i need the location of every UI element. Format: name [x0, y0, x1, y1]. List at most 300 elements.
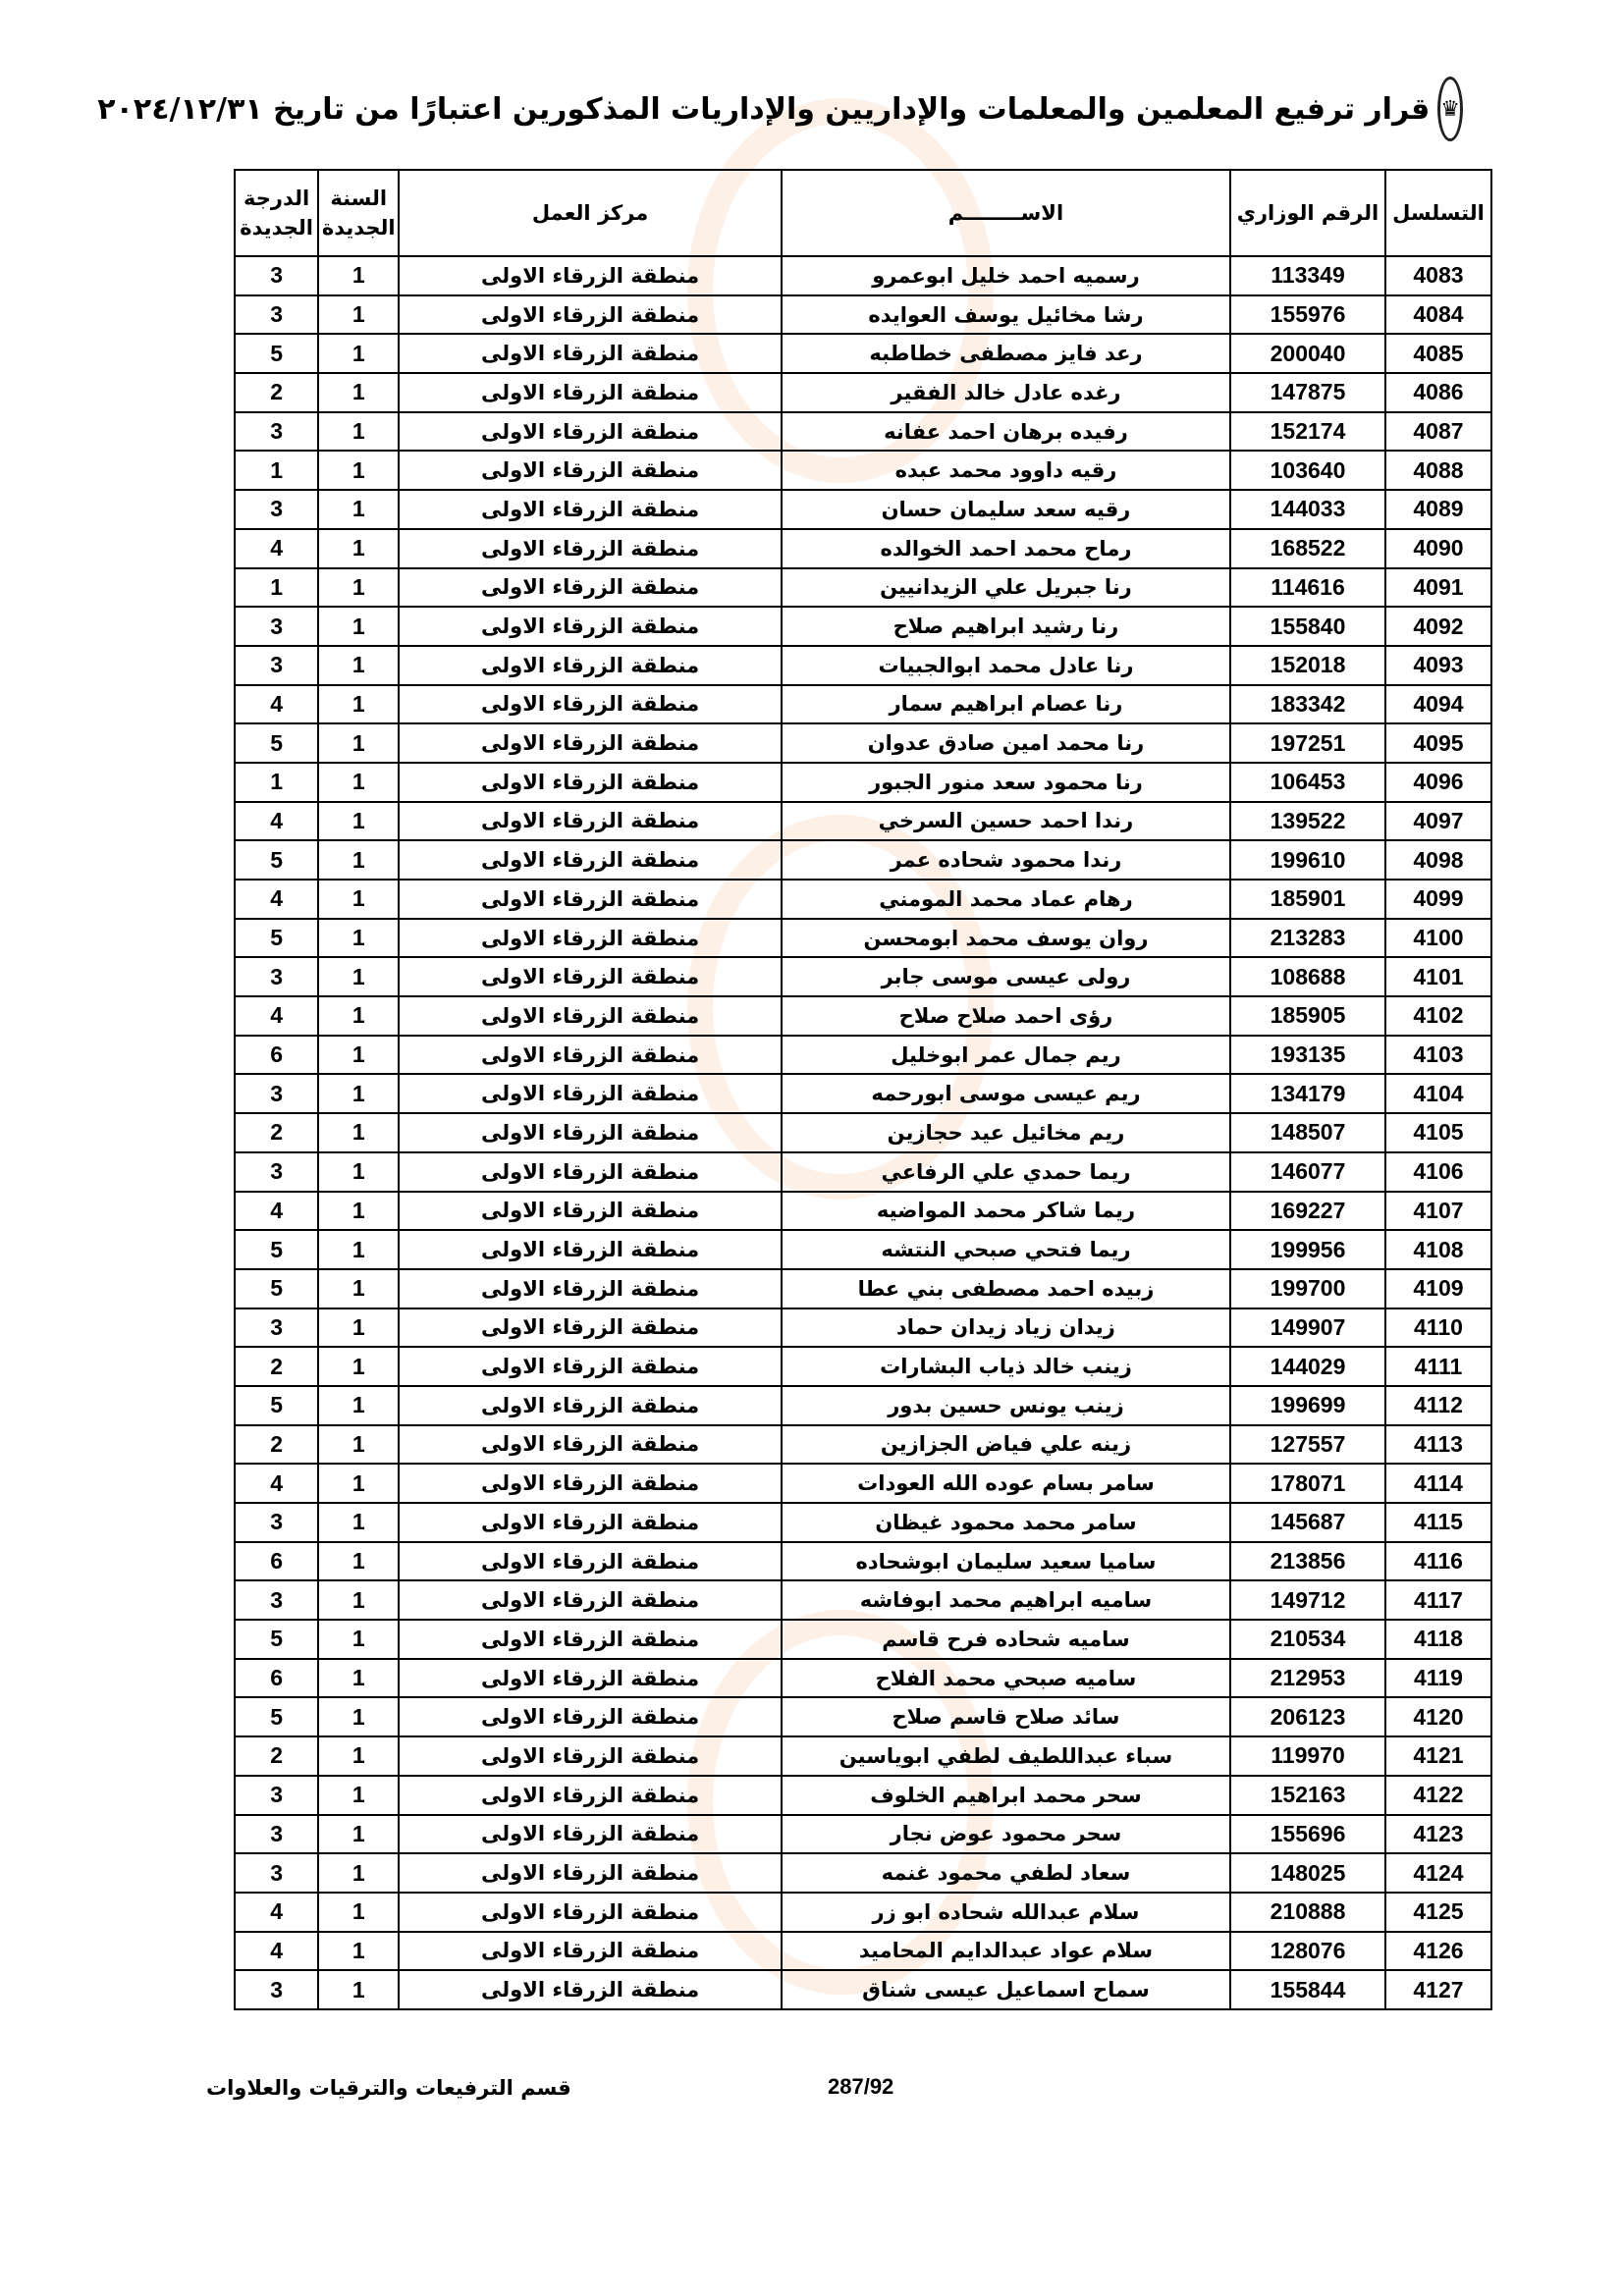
table-row	[235, 1152, 1491, 1192]
table-row	[235, 334, 1491, 373]
cell-name: ساميه شحاده فرح قاسم	[782, 1620, 1230, 1659]
cell-serial: 4100	[1385, 919, 1491, 958]
cell-serial: 4115	[1385, 1503, 1491, 1542]
cell-serial: 4120	[1385, 1697, 1491, 1736]
cell-serial: 4124	[1385, 1853, 1491, 1893]
cell-new-grade: 3	[235, 1776, 318, 1815]
table-row	[235, 919, 1491, 958]
cell-new-year: 1	[318, 1192, 399, 1231]
cell-name: ريما شاكر محمد المواضيه	[782, 1192, 1230, 1231]
cell-serial: 4092	[1385, 607, 1491, 646]
cell-new-grade: 5	[235, 1620, 318, 1659]
cell-new-year: 1	[318, 1308, 399, 1348]
cell-ministry-number: 155840	[1230, 607, 1385, 646]
cell-name: سماح اسماعيل عيسى شناق	[782, 1970, 1230, 2009]
cell-workplace: منطقة الزرقاء الاولى	[399, 1620, 782, 1659]
cell-workplace: منطقة الزرقاء الاولى	[399, 1970, 782, 2009]
cell-name: سامر محمد محمود غيظان	[782, 1503, 1230, 1542]
cell-ministry-number: 155976	[1230, 295, 1385, 335]
cell-name: رسميه احمد خليل ابوعمرو	[782, 256, 1230, 295]
cell-serial: 4107	[1385, 1192, 1491, 1231]
cell-new-year: 1	[318, 1697, 399, 1736]
table-row	[235, 1970, 1491, 2009]
page-title: قرار ترفيع المعلمين والمعلمات والإداريين والإداريات المذكورين اعتبارًا من تاريخ ٢٠٢٤/١٢/٣١	[97, 91, 1431, 127]
cell-new-year: 1	[318, 880, 399, 919]
cell-new-year: 1	[318, 1464, 399, 1503]
cell-new-grade: 4	[235, 685, 318, 724]
cell-name: ساميه صبحي محمد الفلاح	[782, 1659, 1230, 1698]
cell-workplace: منطقة الزرقاء الاولى	[399, 840, 782, 880]
cell-ministry-number: 148507	[1230, 1113, 1385, 1152]
table-row	[235, 1580, 1491, 1620]
cell-ministry-number: 200040	[1230, 334, 1385, 373]
cell-name: زبيده احمد مصطفى بني عطا	[782, 1269, 1230, 1308]
cell-workplace: منطقة الزرقاء الاولى	[399, 1192, 782, 1231]
cell-new-year: 1	[318, 568, 399, 608]
table-row	[235, 1464, 1491, 1503]
table-row	[235, 451, 1491, 490]
cell-workplace: منطقة الزرقاء الاولى	[399, 802, 782, 841]
cell-name: رؤى احمد صلاح صلاح	[782, 996, 1230, 1036]
cell-name: رنا رشيد ابراهيم صلاح	[782, 607, 1230, 646]
cell-name: ريم جمال عمر ابوخليل	[782, 1036, 1230, 1075]
cell-new-grade: 3	[235, 1580, 318, 1620]
cell-workplace: منطقة الزرقاء الاولى	[399, 763, 782, 802]
table-row	[235, 568, 1491, 608]
cell-new-year: 1	[318, 1386, 399, 1425]
cell-new-grade: 3	[235, 256, 318, 295]
cell-new-grade: 3	[235, 1853, 318, 1893]
cell-workplace: منطقة الزرقاء الاولى	[399, 1074, 782, 1113]
cell-name: رنا جبريل علي الزيدانيين	[782, 568, 1230, 608]
cell-name: ساميا سعيد سليمان ابوشحاده	[782, 1542, 1230, 1581]
cell-ministry-number: 148025	[1230, 1853, 1385, 1893]
cell-workplace: منطقة الزرقاء الاولى	[399, 1230, 782, 1269]
table-row	[235, 1853, 1491, 1893]
cell-workplace: منطقة الزرقاء الاولى	[399, 1697, 782, 1736]
cell-serial: 4096	[1385, 763, 1491, 802]
table-row	[235, 646, 1491, 685]
cell-serial: 4101	[1385, 957, 1491, 996]
column-header-workplace: مركز العمل	[399, 170, 782, 256]
cell-serial: 4121	[1385, 1736, 1491, 1776]
cell-serial: 4108	[1385, 1230, 1491, 1269]
cell-new-year: 1	[318, 1503, 399, 1542]
cell-workplace: منطقة الزرقاء الاولى	[399, 451, 782, 490]
table-row	[235, 1308, 1491, 1348]
cell-new-year: 1	[318, 1659, 399, 1698]
cell-ministry-number: 149712	[1230, 1580, 1385, 1620]
cell-ministry-number: 199956	[1230, 1230, 1385, 1269]
cell-name: ريما حمدي علي الرفاعي	[782, 1152, 1230, 1192]
cell-workplace: منطقة الزرقاء الاولى	[399, 334, 782, 373]
table-row	[235, 685, 1491, 724]
cell-new-grade: 3	[235, 295, 318, 335]
cell-new-grade: 3	[235, 1503, 318, 1542]
cell-new-grade: 3	[235, 490, 318, 529]
cell-new-year: 1	[318, 1074, 399, 1113]
cell-serial: 4094	[1385, 685, 1491, 724]
cell-serial: 4083	[1385, 256, 1491, 295]
cell-name: رنا محمود سعد منور الجبور	[782, 763, 1230, 802]
cell-serial: 4087	[1385, 412, 1491, 452]
cell-new-year: 1	[318, 957, 399, 996]
cell-name: زينب خالد ذياب البشارات	[782, 1347, 1230, 1386]
cell-new-year: 1	[318, 1230, 399, 1269]
cell-name: رندا محمود شحاده عمر	[782, 840, 1230, 880]
table-row	[235, 1503, 1491, 1542]
cell-ministry-number: 168522	[1230, 529, 1385, 568]
cell-new-grade: 3	[235, 607, 318, 646]
cell-serial: 4106	[1385, 1152, 1491, 1192]
cell-serial: 4090	[1385, 529, 1491, 568]
cell-ministry-number: 183342	[1230, 685, 1385, 724]
cell-serial: 4089	[1385, 490, 1491, 529]
table-row	[235, 1697, 1491, 1736]
cell-serial: 4105	[1385, 1113, 1491, 1152]
cell-ministry-number: 212953	[1230, 1659, 1385, 1698]
cell-workplace: منطقة الزرقاء الاولى	[399, 1347, 782, 1386]
cell-new-grade: 3	[235, 1970, 318, 2009]
cell-new-year: 1	[318, 1113, 399, 1152]
cell-new-grade: 6	[235, 1542, 318, 1581]
cell-ministry-number: 152163	[1230, 1776, 1385, 1815]
cell-ministry-number: 103640	[1230, 451, 1385, 490]
cell-name: زينب يونس حسين بدور	[782, 1386, 1230, 1425]
table-row	[235, 1425, 1491, 1465]
cell-new-grade: 4	[235, 996, 318, 1036]
cell-name: سباء عبداللطيف لطفي ابوياسين	[782, 1736, 1230, 1776]
cell-new-grade: 4	[235, 880, 318, 919]
cell-new-grade: 2	[235, 373, 318, 412]
cell-ministry-number: 113349	[1230, 256, 1385, 295]
page-number: 287/92	[828, 2074, 894, 2099]
cell-new-grade: 2	[235, 1113, 318, 1152]
table-row	[235, 412, 1491, 452]
cell-ministry-number: 210534	[1230, 1620, 1385, 1659]
cell-ministry-number: 178071	[1230, 1464, 1385, 1503]
cell-new-grade: 1	[235, 763, 318, 802]
cell-workplace: منطقة الزرقاء الاولى	[399, 723, 782, 763]
cell-workplace: منطقة الزرقاء الاولى	[399, 1893, 782, 1932]
promotions-table	[234, 169, 1492, 2010]
cell-serial: 4088	[1385, 451, 1491, 490]
table-row	[235, 1113, 1491, 1152]
cell-serial: 4114	[1385, 1464, 1491, 1503]
cell-ministry-number: 145687	[1230, 1503, 1385, 1542]
cell-new-grade: 3	[235, 1074, 318, 1113]
cell-workplace: منطقة الزرقاء الاولى	[399, 1853, 782, 1893]
cell-serial: 4103	[1385, 1036, 1491, 1075]
cell-ministry-number: 169227	[1230, 1192, 1385, 1231]
cell-name: سلام عبدالله شحاده ابو زر	[782, 1893, 1230, 1932]
cell-workplace: منطقة الزرقاء الاولى	[399, 957, 782, 996]
cell-ministry-number: 127557	[1230, 1425, 1385, 1465]
cell-name: ساميه ابراهيم محمد ابوفاشه	[782, 1580, 1230, 1620]
cell-new-grade: 2	[235, 1347, 318, 1386]
cell-ministry-number: 197251	[1230, 723, 1385, 763]
cell-workplace: منطقة الزرقاء الاولى	[399, 1113, 782, 1152]
cell-workplace: منطقة الزرقاء الاولى	[399, 1152, 782, 1192]
cell-new-grade: 3	[235, 957, 318, 996]
cell-new-year: 1	[318, 1425, 399, 1465]
cell-new-grade: 1	[235, 451, 318, 490]
table-row	[235, 1386, 1491, 1425]
table-row	[235, 1347, 1491, 1386]
cell-ministry-number: 185905	[1230, 996, 1385, 1036]
cell-workplace: منطقة الزرقاء الاولى	[399, 412, 782, 452]
cell-workplace: منطقة الزرقاء الاولى	[399, 490, 782, 529]
cell-name: رقيه داوود محمد عبده	[782, 451, 1230, 490]
cell-name: زينه علي فياض الجزازين	[782, 1425, 1230, 1465]
cell-workplace: منطقة الزرقاء الاولى	[399, 1659, 782, 1698]
cell-name: رشا مخائيل يوسف العوايده	[782, 295, 1230, 335]
cell-workplace: منطقة الزرقاء الاولى	[399, 1776, 782, 1815]
cell-new-year: 1	[318, 685, 399, 724]
column-header-new-grade: الدرجة الجديدة	[235, 170, 318, 256]
header	[97, 77, 1463, 141]
table-row	[235, 490, 1491, 529]
cell-ministry-number: 147875	[1230, 373, 1385, 412]
table-row	[235, 295, 1491, 335]
cell-ministry-number: 149907	[1230, 1308, 1385, 1348]
cell-new-year: 1	[318, 295, 399, 335]
cell-name: رعد فايز مصطفى خطاطبه	[782, 334, 1230, 373]
table-row	[235, 1815, 1491, 1854]
cell-ministry-number: 210888	[1230, 1893, 1385, 1932]
cell-serial: 4118	[1385, 1620, 1491, 1659]
cell-new-year: 1	[318, 1853, 399, 1893]
table-row	[235, 1036, 1491, 1075]
table-row	[235, 1932, 1491, 1971]
cell-ministry-number: 108688	[1230, 957, 1385, 996]
table-row	[235, 1620, 1491, 1659]
cell-new-year: 1	[318, 1036, 399, 1075]
cell-new-year: 1	[318, 1970, 399, 2009]
cell-new-year: 1	[318, 334, 399, 373]
cell-serial: 4084	[1385, 295, 1491, 335]
cell-serial: 4112	[1385, 1386, 1491, 1425]
table-row	[235, 802, 1491, 841]
cell-ministry-number: 134179	[1230, 1074, 1385, 1113]
cell-name: ريم مخائيل عيد حجازين	[782, 1113, 1230, 1152]
cell-name: رندا احمد حسين السرخي	[782, 802, 1230, 841]
table-row	[235, 1269, 1491, 1308]
cell-new-year: 1	[318, 256, 399, 295]
cell-serial: 4125	[1385, 1893, 1491, 1932]
cell-new-grade: 4	[235, 1192, 318, 1231]
cell-name: رنا عصام ابراهيم سمار	[782, 685, 1230, 724]
cell-ministry-number: 213283	[1230, 919, 1385, 958]
cell-name: رقيه سعد سليمان حسان	[782, 490, 1230, 529]
cell-workplace: منطقة الزرقاء الاولى	[399, 1269, 782, 1308]
cell-serial: 4095	[1385, 723, 1491, 763]
cell-name: رولى عيسى موسى جابر	[782, 957, 1230, 996]
cell-name: روان يوسف محمد ابومحسن	[782, 919, 1230, 958]
cell-serial: 4127	[1385, 1970, 1491, 2009]
cell-new-year: 1	[318, 490, 399, 529]
cell-ministry-number: 144033	[1230, 490, 1385, 529]
cell-ministry-number: 155844	[1230, 1970, 1385, 2009]
cell-new-year: 1	[318, 1542, 399, 1581]
cell-new-year: 1	[318, 373, 399, 412]
cell-serial: 4086	[1385, 373, 1491, 412]
cell-ministry-number: 199700	[1230, 1269, 1385, 1308]
cell-new-year: 1	[318, 646, 399, 685]
cell-new-year: 1	[318, 412, 399, 452]
cell-name: ريما فتحي صبحي النتشه	[782, 1230, 1230, 1269]
cell-serial: 4099	[1385, 880, 1491, 919]
cell-new-year: 1	[318, 1815, 399, 1854]
cell-new-grade: 2	[235, 1425, 318, 1465]
department-name: قسم الترفيعات والترقيات والعلاوات	[206, 2076, 571, 2100]
cell-new-year: 1	[318, 1736, 399, 1776]
cell-name: سعاد لطفي محمود غنمه	[782, 1853, 1230, 1893]
cell-name: رهام عماد محمد المومني	[782, 880, 1230, 919]
table-row	[235, 607, 1491, 646]
cell-serial: 4093	[1385, 646, 1491, 685]
cell-new-year: 1	[318, 802, 399, 841]
cell-workplace: منطقة الزرقاء الاولى	[399, 529, 782, 568]
cell-serial: 4102	[1385, 996, 1491, 1036]
cell-ministry-number: 213856	[1230, 1542, 1385, 1581]
cell-workplace: منطقة الزرقاء الاولى	[399, 1464, 782, 1503]
cell-new-year: 1	[318, 1893, 399, 1932]
cell-workplace: منطقة الزرقاء الاولى	[399, 1308, 782, 1348]
cell-serial: 4085	[1385, 334, 1491, 373]
cell-new-year: 1	[318, 919, 399, 958]
table-row	[235, 1192, 1491, 1231]
cell-workplace: منطقة الزرقاء الاولى	[399, 996, 782, 1036]
column-header-name: الاســــــــم	[782, 170, 1230, 256]
cell-workplace: منطقة الزرقاء الاولى	[399, 880, 782, 919]
cell-serial: 4111	[1385, 1347, 1491, 1386]
table-row	[235, 1230, 1491, 1269]
cell-ministry-number: 199699	[1230, 1386, 1385, 1425]
cell-name: زيدان زياد زيدان حماد	[782, 1308, 1230, 1348]
cell-ministry-number: 152018	[1230, 646, 1385, 685]
cell-serial: 4110	[1385, 1308, 1491, 1348]
cell-ministry-number: 106453	[1230, 763, 1385, 802]
cell-workplace: منطقة الزرقاء الاولى	[399, 1932, 782, 1971]
cell-new-grade: 4	[235, 802, 318, 841]
cell-name: رنا محمد امين صادق عدوان	[782, 723, 1230, 763]
cell-serial: 4109	[1385, 1269, 1491, 1308]
cell-ministry-number: 152174	[1230, 412, 1385, 452]
cell-new-grade: 5	[235, 1386, 318, 1425]
cell-ministry-number: 114616	[1230, 568, 1385, 608]
cell-workplace: منطقة الزرقاء الاولى	[399, 1503, 782, 1542]
cell-workplace: منطقة الزرقاء الاولى	[399, 1036, 782, 1075]
cell-workplace: منطقة الزرقاء الاولى	[399, 646, 782, 685]
cell-new-year: 1	[318, 1580, 399, 1620]
table-row	[235, 996, 1491, 1036]
cell-new-grade: 6	[235, 1659, 318, 1698]
cell-new-year: 1	[318, 1347, 399, 1386]
cell-new-grade: 3	[235, 412, 318, 452]
cell-workplace: منطقة الزرقاء الاولى	[399, 568, 782, 608]
cell-new-year: 1	[318, 723, 399, 763]
table-row	[235, 1736, 1491, 1776]
cell-new-grade: 5	[235, 723, 318, 763]
cell-workplace: منطقة الزرقاء الاولى	[399, 1580, 782, 1620]
cell-new-year: 1	[318, 1776, 399, 1815]
cell-new-grade: 1	[235, 568, 318, 608]
cell-new-grade: 4	[235, 1464, 318, 1503]
cell-serial: 4091	[1385, 568, 1491, 608]
cell-new-grade: 3	[235, 1815, 318, 1854]
cell-serial: 4104	[1385, 1074, 1491, 1113]
cell-ministry-number: 139522	[1230, 802, 1385, 841]
cell-new-year: 1	[318, 1152, 399, 1192]
table-row	[235, 1776, 1491, 1815]
table-row	[235, 763, 1491, 802]
cell-serial: 4123	[1385, 1815, 1491, 1854]
cell-new-year: 1	[318, 607, 399, 646]
cell-workplace: منطقة الزرقاء الاولى	[399, 256, 782, 295]
cell-new-year: 1	[318, 1932, 399, 1971]
cell-new-grade: 3	[235, 646, 318, 685]
cell-workplace: منطقة الزرقاء الاولى	[399, 295, 782, 335]
cell-new-year: 1	[318, 1269, 399, 1308]
column-header-serial: التسلسل	[1385, 170, 1491, 256]
table-row	[235, 957, 1491, 996]
cell-ministry-number: 185901	[1230, 880, 1385, 919]
table-row	[235, 1074, 1491, 1113]
cell-new-grade: 5	[235, 840, 318, 880]
table-row	[235, 529, 1491, 568]
table-row	[235, 373, 1491, 412]
cell-serial: 4117	[1385, 1580, 1491, 1620]
cell-ministry-number: 146077	[1230, 1152, 1385, 1192]
cell-new-grade: 3	[235, 1308, 318, 1348]
cell-workplace: منطقة الزرقاء الاولى	[399, 1542, 782, 1581]
table-row	[235, 1659, 1491, 1698]
cell-new-grade: 3	[235, 1152, 318, 1192]
cell-ministry-number: 199610	[1230, 840, 1385, 880]
cell-workplace: منطقة الزرقاء الاولى	[399, 1386, 782, 1425]
cell-new-year: 1	[318, 529, 399, 568]
table-row	[235, 880, 1491, 919]
cell-new-grade: 5	[235, 1230, 318, 1269]
cell-name: سحر محمد ابراهيم الخلوف	[782, 1776, 1230, 1815]
cell-serial: 4116	[1385, 1542, 1491, 1581]
cell-ministry-number: 155696	[1230, 1815, 1385, 1854]
cell-name: سامر بسام عوده الله العودات	[782, 1464, 1230, 1503]
cell-name: رنا عادل محمد ابوالجبيات	[782, 646, 1230, 685]
cell-serial: 4119	[1385, 1659, 1491, 1698]
cell-name: سائد صلاح قاسم صلاح	[782, 1697, 1230, 1736]
cell-name: ريم عيسى موسى ابورحمه	[782, 1074, 1230, 1113]
cell-serial: 4098	[1385, 840, 1491, 880]
cell-workplace: منطقة الزرقاء الاولى	[399, 1425, 782, 1465]
cell-ministry-number: 193135	[1230, 1036, 1385, 1075]
cell-serial: 4113	[1385, 1425, 1491, 1465]
cell-workplace: منطقة الزرقاء الاولى	[399, 685, 782, 724]
cell-new-grade: 4	[235, 1932, 318, 1971]
cell-new-grade: 2	[235, 1736, 318, 1776]
cell-name: رماح محمد احمد الخوالده	[782, 529, 1230, 568]
cell-new-year: 1	[318, 996, 399, 1036]
cell-new-grade: 6	[235, 1036, 318, 1075]
cell-workplace: منطقة الزرقاء الاولى	[399, 1815, 782, 1854]
cell-serial: 4126	[1385, 1932, 1491, 1971]
cell-new-grade: 4	[235, 529, 318, 568]
cell-name: سلام عواد عبدالدايم المحاميد	[782, 1932, 1230, 1971]
cell-new-year: 1	[318, 451, 399, 490]
column-header-new-year: السنة الجديدة	[318, 170, 399, 256]
table-row	[235, 256, 1491, 295]
